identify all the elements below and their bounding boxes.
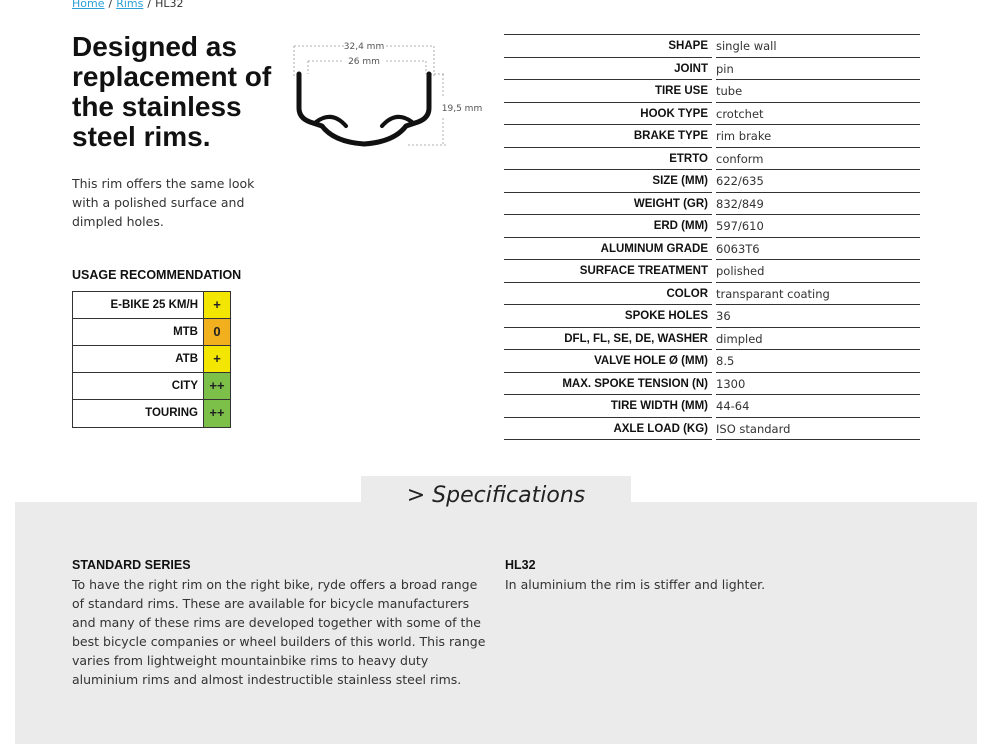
spec-row <box>504 193 920 216</box>
spec-key: TIRE USE <box>504 80 712 103</box>
spec-row <box>504 305 920 328</box>
spec-key: ETRTO <box>504 148 712 171</box>
usage-label: MTB <box>173 326 198 338</box>
spec-value: ISO standard <box>716 418 920 441</box>
breadcrumb-home-link[interactable]: Home <box>72 0 105 10</box>
series-description: To have the right rim on the right bike, ryde offers a broad range of standard rims. These are available for bicycle manufacturers and many of these rims are developed together with some of the best bicycle companies or wheel builders of this world. This range varies from lightweight mountainbike rims to heavy duty aluminium rims and almost indestructible stainless steel rims. <box>72 577 486 687</box>
spec-key: WEIGHT (GR) <box>504 193 712 216</box>
usage-label: TOURING <box>145 407 198 419</box>
usage-recommendation-title: USAGE RECOMMENDATION <box>72 268 242 282</box>
spec-key: COLOR <box>504 283 712 306</box>
spec-value: 36 <box>716 305 920 328</box>
spec-row <box>504 283 920 306</box>
spec-row <box>504 395 920 418</box>
spec-value: 1300 <box>716 373 920 396</box>
usage-label: E-BIKE 25 KM/H <box>110 299 198 311</box>
breadcrumb-current: HL32 <box>155 0 184 10</box>
spec-row <box>504 328 920 351</box>
spec-key: AXLE LOAD (KG) <box>504 418 712 441</box>
spec-key: ERD (MM) <box>504 215 712 238</box>
spec-row <box>504 418 920 441</box>
spec-key: SIZE (MM) <box>504 170 712 193</box>
usage-label: CITY <box>171 380 198 392</box>
spec-row <box>504 350 920 373</box>
spec-value: 832/849 <box>716 193 920 216</box>
spec-value: polished <box>716 260 920 283</box>
spec-value: transparant coating <box>716 283 920 306</box>
spec-value: 8.5 <box>716 350 920 373</box>
spec-key: BRAKE TYPE <box>504 125 712 148</box>
usage-score: + <box>203 346 230 372</box>
spec-value: 44-64 <box>716 395 920 418</box>
breadcrumb-rims-link[interactable]: Rims <box>116 0 144 10</box>
spec-value: rim brake <box>716 125 920 148</box>
spec-row <box>504 35 920 58</box>
model-description: In aluminium the rim is stiffer and lighter. <box>505 577 766 592</box>
spec-row <box>504 260 920 283</box>
usage-row <box>73 346 230 373</box>
spec-row <box>504 170 920 193</box>
usage-row <box>73 373 230 400</box>
outer-width-label: 32,4 mm <box>343 42 385 52</box>
usage-score: + <box>203 292 230 318</box>
spec-key: MAX. SPOKE TENSION (N) <box>504 373 712 396</box>
spec-value: dimpled <box>716 328 920 351</box>
spec-key: SURFACE TREATMENT <box>504 260 712 283</box>
spec-row <box>504 103 920 126</box>
spec-key: SPOKE HOLES <box>504 305 712 328</box>
spec-row <box>504 148 920 171</box>
intro-text: This rim offers the same look with a polished surface and dimpled holes. <box>72 176 255 229</box>
spec-row <box>504 215 920 238</box>
series-title: STANDARD SERIES <box>72 558 191 572</box>
rim-profile-diagram <box>288 38 488 150</box>
breadcrumb-separator: / <box>147 0 152 10</box>
model-title: HL32 <box>505 558 536 572</box>
spec-key: JOINT <box>504 58 712 81</box>
height-label: 19,5 mm <box>441 104 483 114</box>
spec-value: single wall <box>716 35 920 58</box>
spec-key: DFL, FL, SE, DE, WASHER <box>504 328 712 351</box>
usage-score: 0 <box>203 319 230 345</box>
spec-row <box>504 80 920 103</box>
spec-key: SHAPE <box>504 35 712 58</box>
spec-value: pin <box>716 58 920 81</box>
usage-row <box>73 400 230 427</box>
specifications-table <box>504 34 920 440</box>
spec-value: crotchet <box>716 103 920 126</box>
usage-score: ++ <box>203 400 230 427</box>
spec-value: 597/610 <box>716 215 920 238</box>
breadcrumb <box>72 0 183 10</box>
usage-row <box>73 319 230 346</box>
spec-value: 622/635 <box>716 170 920 193</box>
spec-row <box>504 125 920 148</box>
usage-score: ++ <box>203 373 230 399</box>
spec-row <box>504 238 920 261</box>
spec-value: conform <box>716 148 920 171</box>
inner-width-label: 26 mm <box>348 57 380 67</box>
usage-recommendation-table <box>72 291 231 428</box>
spec-value: tube <box>716 80 920 103</box>
page-title: Designed as replacement of the stainless steel rims. <box>72 31 272 152</box>
spec-key: HOOK TYPE <box>504 103 712 126</box>
tab-specifications[interactable]: > Specifications <box>361 476 631 506</box>
spec-row <box>504 58 920 81</box>
spec-row <box>504 373 920 396</box>
spec-key: ALUMINUM GRADE <box>504 238 712 261</box>
breadcrumb-separator: / <box>108 0 113 10</box>
usage-label: ATB <box>175 353 198 365</box>
spec-key: VALVE HOLE Ø (MM) <box>504 350 712 373</box>
spec-key: TIRE WIDTH (MM) <box>504 395 712 418</box>
usage-row <box>73 292 230 319</box>
spec-value: 6063T6 <box>716 238 920 261</box>
